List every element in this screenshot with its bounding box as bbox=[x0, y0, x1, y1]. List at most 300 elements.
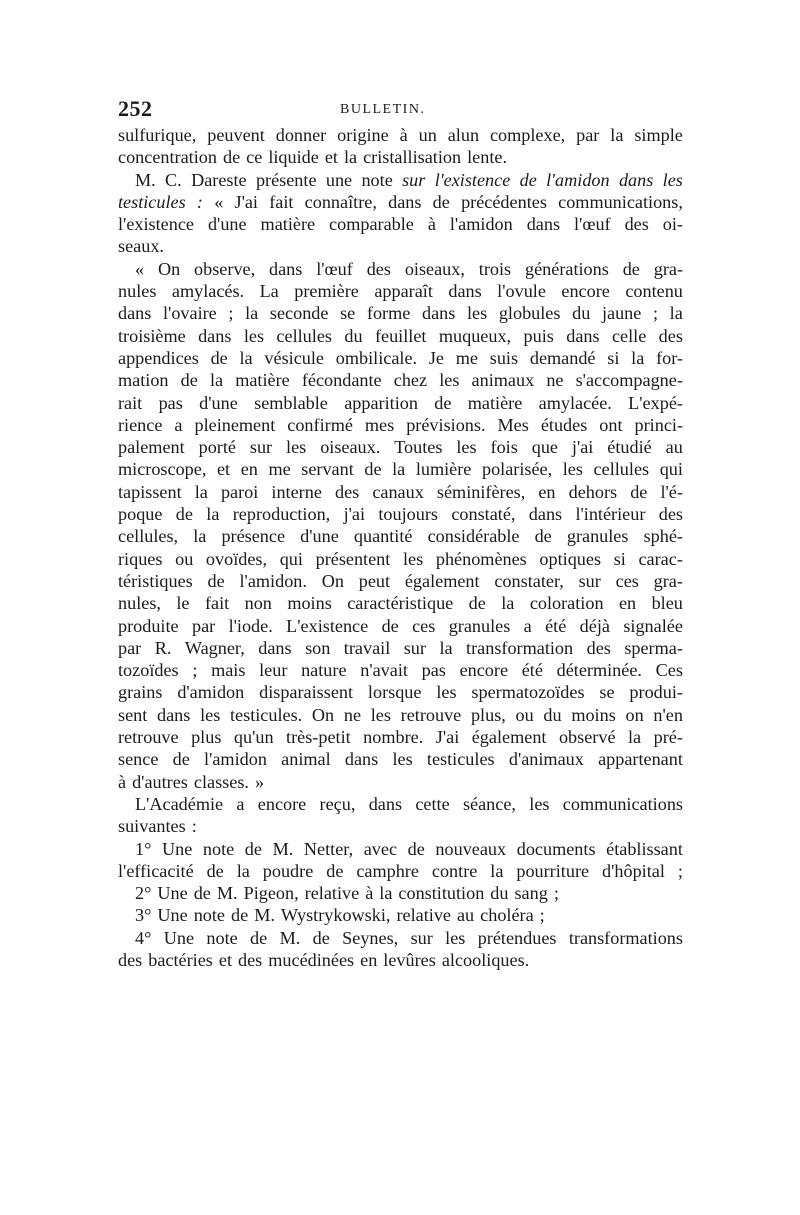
word: un bbox=[418, 125, 437, 145]
word: animaux bbox=[471, 370, 535, 391]
word: moins bbox=[287, 593, 332, 614]
word: de bbox=[193, 883, 211, 904]
word: fait bbox=[204, 593, 230, 614]
word: du bbox=[490, 883, 509, 904]
word: gra- bbox=[653, 258, 683, 279]
word: l'œuf bbox=[573, 214, 611, 235]
word: à bbox=[118, 771, 127, 792]
word: mes bbox=[364, 414, 395, 435]
word: de bbox=[432, 191, 450, 212]
word: documents bbox=[516, 838, 596, 859]
word: de bbox=[180, 370, 198, 391]
word: note bbox=[202, 838, 235, 859]
word: de bbox=[381, 615, 399, 636]
word: l'existence bbox=[434, 169, 511, 190]
text-line bbox=[118, 325, 683, 347]
word: j'ai bbox=[343, 504, 366, 525]
word: encore bbox=[561, 281, 610, 302]
word: d'amidon bbox=[177, 682, 245, 703]
word: de bbox=[222, 147, 241, 168]
word: troisième bbox=[118, 325, 186, 346]
word: l'ovaire bbox=[162, 303, 217, 324]
word: se bbox=[340, 303, 356, 324]
word: rience bbox=[118, 414, 163, 435]
word: d'hôpital bbox=[602, 860, 665, 881]
word: qui bbox=[659, 459, 683, 480]
word: les bbox=[402, 548, 424, 569]
word: me bbox=[268, 459, 291, 480]
word: de bbox=[407, 838, 425, 859]
word: dans bbox=[526, 214, 561, 235]
word: de bbox=[207, 570, 225, 591]
word: l'amidon bbox=[204, 749, 267, 770]
word: le bbox=[176, 593, 190, 614]
text-line bbox=[118, 927, 683, 949]
word: des bbox=[366, 258, 391, 279]
word: de bbox=[622, 258, 640, 279]
word: donner bbox=[275, 125, 327, 145]
word: communications, bbox=[558, 191, 683, 212]
word: note bbox=[361, 169, 393, 190]
word: par bbox=[576, 125, 600, 145]
word: globules bbox=[498, 303, 561, 324]
word: connaître, bbox=[304, 191, 377, 212]
word: l'amidon. bbox=[239, 570, 307, 591]
word: l'œuf bbox=[316, 258, 353, 279]
word: M. bbox=[135, 169, 156, 190]
word: en bbox=[360, 949, 378, 970]
text-line bbox=[118, 681, 683, 703]
word: l'ovule bbox=[497, 281, 546, 302]
word: les bbox=[466, 303, 488, 324]
word: M. bbox=[272, 838, 294, 859]
text-line bbox=[118, 793, 683, 815]
word: de bbox=[434, 392, 452, 413]
word: les bbox=[243, 325, 265, 346]
word: été bbox=[545, 615, 567, 636]
word: palement bbox=[118, 437, 185, 458]
word: « bbox=[214, 191, 224, 212]
word: polarisée, bbox=[481, 459, 553, 480]
word: dans bbox=[388, 191, 422, 212]
word: d'une bbox=[199, 392, 238, 413]
word: Wystrykowski, bbox=[280, 905, 391, 926]
word: paroi bbox=[220, 481, 259, 502]
word: chez bbox=[393, 370, 428, 391]
body-text bbox=[118, 124, 683, 971]
word: nules bbox=[118, 281, 157, 302]
word: poudre bbox=[262, 860, 314, 881]
word: et bbox=[324, 147, 338, 168]
word: première bbox=[294, 281, 359, 302]
word: produi- bbox=[629, 682, 683, 703]
word: ; bbox=[553, 883, 559, 904]
word: : bbox=[191, 816, 197, 837]
word: nules, bbox=[118, 593, 161, 614]
word: en bbox=[618, 593, 637, 614]
word: les bbox=[200, 704, 221, 725]
word: des bbox=[624, 214, 649, 235]
word: du bbox=[543, 704, 562, 725]
word: peut bbox=[358, 570, 391, 591]
word: complexe, bbox=[489, 125, 566, 145]
word: dans bbox=[258, 637, 292, 658]
word: servant bbox=[301, 459, 354, 480]
text-line bbox=[118, 369, 683, 391]
word: jaune bbox=[601, 303, 642, 324]
word: pas bbox=[158, 392, 183, 413]
word: granules bbox=[448, 615, 511, 636]
word: générations bbox=[524, 258, 609, 279]
word: ou bbox=[515, 704, 534, 725]
word: optiques bbox=[539, 548, 602, 569]
word: présentent bbox=[315, 548, 391, 569]
word: n'en bbox=[653, 704, 683, 725]
word: tapissent bbox=[118, 481, 182, 502]
word: l'iode. bbox=[228, 615, 273, 636]
word: la bbox=[239, 347, 253, 368]
word: testicules bbox=[426, 749, 495, 770]
word: d'une bbox=[300, 526, 339, 547]
word: amylacés. bbox=[171, 281, 245, 302]
word: très-petit bbox=[286, 727, 351, 748]
word: les bbox=[456, 437, 477, 458]
word: leur bbox=[259, 660, 288, 681]
word: la bbox=[392, 459, 406, 480]
word: transformation bbox=[466, 637, 574, 658]
word: Ces bbox=[655, 660, 683, 681]
word: qu'un bbox=[233, 727, 274, 748]
word: L'Académie bbox=[135, 793, 224, 814]
word: contenu bbox=[625, 281, 683, 302]
word: son bbox=[305, 637, 331, 658]
word: sang bbox=[514, 883, 548, 904]
word: Une bbox=[157, 883, 188, 904]
word: dans bbox=[528, 504, 563, 525]
word: ; bbox=[539, 905, 545, 926]
word: porté bbox=[198, 437, 236, 458]
text-line bbox=[118, 949, 683, 971]
word: J'ai bbox=[234, 191, 258, 212]
word: téristiques bbox=[118, 570, 193, 591]
word: On bbox=[157, 258, 181, 279]
word: 1° bbox=[135, 838, 152, 859]
text-line bbox=[118, 146, 683, 168]
word: comparable bbox=[329, 214, 414, 235]
word: au bbox=[665, 437, 683, 458]
text-line bbox=[118, 481, 683, 503]
word: constater, bbox=[494, 570, 564, 591]
word: et bbox=[218, 949, 233, 970]
word: études bbox=[540, 414, 588, 435]
word: prétendues bbox=[477, 927, 557, 948]
word: de bbox=[630, 481, 648, 502]
word: semblable bbox=[254, 392, 328, 413]
word: de bbox=[210, 347, 228, 368]
word: oiseaux, bbox=[404, 258, 465, 279]
word: note bbox=[193, 905, 226, 926]
text-line bbox=[118, 347, 683, 369]
word: 2° bbox=[135, 883, 152, 904]
word: canaux bbox=[372, 481, 424, 502]
text-line bbox=[118, 860, 683, 882]
word: Netter, bbox=[303, 838, 354, 859]
word: les bbox=[436, 682, 457, 703]
word: levûres bbox=[383, 949, 436, 970]
word: communications bbox=[562, 793, 683, 814]
word: par bbox=[118, 637, 142, 658]
word: la bbox=[193, 526, 207, 547]
word: a bbox=[236, 793, 245, 814]
word: la bbox=[209, 370, 224, 391]
word: granules bbox=[566, 526, 629, 547]
word: nature bbox=[301, 660, 347, 681]
text-line bbox=[118, 280, 683, 302]
word: relative bbox=[304, 883, 360, 904]
word: nouveaux bbox=[435, 838, 507, 859]
word: interne bbox=[271, 481, 322, 502]
word: n'avait bbox=[360, 660, 408, 681]
word: fait bbox=[269, 191, 294, 212]
word: de bbox=[312, 927, 330, 948]
word: les bbox=[286, 437, 307, 458]
word: choléra bbox=[480, 905, 534, 926]
word: sent bbox=[118, 704, 148, 725]
word: la bbox=[501, 593, 515, 614]
word: l'intérieur bbox=[575, 504, 646, 525]
word: Seynes, bbox=[342, 927, 399, 948]
word: dans bbox=[566, 325, 600, 346]
word: lumière bbox=[415, 459, 472, 480]
word: dans bbox=[157, 704, 191, 725]
word: ombilicale. bbox=[335, 347, 418, 368]
text-line bbox=[118, 124, 683, 146]
word: des bbox=[238, 949, 263, 970]
word: ; bbox=[192, 660, 198, 681]
word: On bbox=[321, 570, 344, 591]
text-line bbox=[118, 726, 683, 748]
word: déterminée. bbox=[556, 660, 642, 681]
word: M. bbox=[279, 927, 301, 948]
word: Wagner, bbox=[184, 637, 245, 658]
word: les bbox=[392, 749, 413, 770]
word: tozoïdes bbox=[118, 660, 179, 681]
word: en bbox=[240, 459, 258, 480]
word: les bbox=[562, 459, 583, 480]
word: apparaît bbox=[374, 281, 433, 302]
word: séminifères, bbox=[436, 481, 526, 502]
word: grains bbox=[118, 682, 163, 703]
word: dans bbox=[118, 303, 152, 324]
word: des bbox=[658, 325, 683, 346]
word: de bbox=[326, 860, 344, 881]
word: forme bbox=[366, 303, 411, 324]
word: dehors bbox=[568, 481, 618, 502]
word: étudié bbox=[607, 437, 652, 458]
word: à bbox=[365, 883, 374, 904]
word: confirmé bbox=[287, 414, 353, 435]
word: de bbox=[364, 459, 382, 480]
word: Toutes bbox=[394, 437, 443, 458]
word: M. bbox=[216, 883, 238, 904]
word: poque bbox=[118, 504, 163, 525]
word: considérable bbox=[427, 526, 520, 547]
word: coloration bbox=[529, 593, 604, 614]
word: reproduction, bbox=[232, 504, 331, 525]
word: non bbox=[244, 593, 272, 614]
word: également bbox=[404, 570, 480, 591]
word: la bbox=[669, 303, 683, 324]
word: alun bbox=[447, 125, 480, 145]
word: cellules bbox=[276, 325, 332, 346]
word: suivantes bbox=[118, 816, 186, 837]
text-line bbox=[118, 592, 683, 614]
word: disparaissent bbox=[259, 682, 354, 703]
word: la bbox=[439, 637, 453, 658]
word: testicules. bbox=[229, 704, 303, 725]
word: fécondante bbox=[301, 370, 382, 391]
word: » bbox=[254, 771, 265, 792]
word: qui bbox=[279, 548, 303, 569]
word: la bbox=[236, 860, 250, 881]
word: produite bbox=[118, 615, 179, 636]
word: seconde bbox=[269, 303, 329, 324]
word: Pigeon, bbox=[243, 883, 299, 904]
word: R. bbox=[154, 637, 172, 658]
word: me bbox=[455, 347, 478, 368]
word: pré- bbox=[653, 727, 683, 748]
word: quantité bbox=[353, 526, 413, 547]
word: dans bbox=[448, 281, 482, 302]
word: présence bbox=[221, 526, 286, 547]
word: on bbox=[625, 704, 644, 725]
word: vésicule bbox=[264, 347, 324, 368]
word: que bbox=[531, 437, 558, 458]
word: animal bbox=[281, 749, 331, 770]
word: de bbox=[244, 838, 262, 859]
text-line bbox=[118, 904, 683, 926]
word: amylacée. bbox=[538, 392, 612, 413]
word: si bbox=[613, 548, 626, 569]
word: dans bbox=[618, 169, 654, 190]
word: des bbox=[334, 481, 360, 502]
word: ces bbox=[412, 615, 436, 636]
word: l'amidon bbox=[546, 169, 610, 190]
word: seaux. bbox=[118, 236, 164, 257]
word: toujours bbox=[378, 504, 438, 525]
word: à bbox=[399, 125, 408, 145]
word: « bbox=[135, 258, 145, 279]
word: moins bbox=[571, 704, 616, 725]
word: Je bbox=[428, 347, 444, 368]
word: sur bbox=[249, 437, 273, 458]
word: au bbox=[456, 905, 475, 926]
word: la bbox=[631, 347, 645, 368]
text-line bbox=[118, 637, 683, 659]
word: trois bbox=[478, 258, 512, 279]
word: L'existence bbox=[286, 615, 369, 636]
word: spermatozoïdes bbox=[471, 682, 585, 703]
word: sperma- bbox=[624, 637, 683, 658]
word: sur bbox=[410, 927, 433, 948]
word: d'animaux bbox=[508, 749, 584, 770]
word: pleinement bbox=[194, 414, 276, 435]
word: dans bbox=[198, 325, 232, 346]
word: bleu bbox=[651, 593, 683, 614]
word: a bbox=[523, 615, 532, 636]
text-line bbox=[118, 882, 683, 904]
word: a bbox=[174, 414, 183, 435]
word: prévisions. bbox=[406, 414, 486, 435]
word: muqueux, bbox=[438, 325, 512, 346]
word: été bbox=[521, 660, 543, 681]
word: la bbox=[245, 303, 259, 324]
word: pas bbox=[421, 660, 446, 681]
word: ne bbox=[546, 370, 564, 391]
word: les bbox=[439, 370, 460, 391]
word: constaté, bbox=[451, 504, 516, 525]
word: origine bbox=[337, 125, 389, 145]
word: M. bbox=[254, 905, 275, 926]
word: séance, bbox=[462, 793, 516, 814]
word: j'ai bbox=[571, 437, 594, 458]
word: les bbox=[370, 704, 391, 725]
word: nombre. bbox=[363, 727, 424, 748]
word: demandé bbox=[529, 347, 596, 368]
word: ; bbox=[228, 303, 234, 324]
word: plus, bbox=[470, 704, 506, 725]
word: peuvent bbox=[207, 125, 265, 145]
word: cellules, bbox=[118, 526, 179, 547]
word: et bbox=[216, 459, 231, 480]
word: pourriture bbox=[516, 860, 590, 881]
word: ou bbox=[175, 548, 194, 569]
word: concentration bbox=[118, 147, 217, 168]
word: sur bbox=[403, 637, 426, 658]
word: sur bbox=[578, 570, 601, 591]
word: dans bbox=[368, 793, 403, 814]
word: une bbox=[325, 169, 353, 190]
word: présente bbox=[255, 169, 317, 190]
word: note bbox=[206, 927, 238, 948]
word: d'une bbox=[207, 214, 247, 235]
word: déjà bbox=[579, 615, 610, 636]
word: princi- bbox=[634, 414, 683, 435]
word: retrouve bbox=[400, 704, 462, 725]
word: sence bbox=[118, 749, 159, 770]
word: apparition bbox=[344, 392, 418, 413]
word: oi- bbox=[662, 214, 683, 235]
word: les bbox=[662, 169, 683, 190]
word: la bbox=[206, 504, 220, 525]
word: camphre bbox=[356, 860, 419, 881]
word: ovoïdes, bbox=[205, 548, 268, 569]
word: phénomènes bbox=[435, 548, 527, 569]
word: travail bbox=[343, 637, 391, 658]
word: de bbox=[175, 504, 193, 525]
word: établissant bbox=[606, 838, 683, 859]
word: lente. bbox=[467, 147, 508, 168]
word: de bbox=[231, 905, 249, 926]
text-line bbox=[118, 525, 683, 547]
text-line bbox=[118, 548, 683, 570]
text-line bbox=[118, 458, 683, 480]
word: ; bbox=[677, 860, 683, 881]
word: dans bbox=[344, 749, 379, 770]
word: sphé- bbox=[643, 526, 683, 547]
word: la bbox=[610, 125, 624, 145]
text-line bbox=[118, 414, 683, 436]
